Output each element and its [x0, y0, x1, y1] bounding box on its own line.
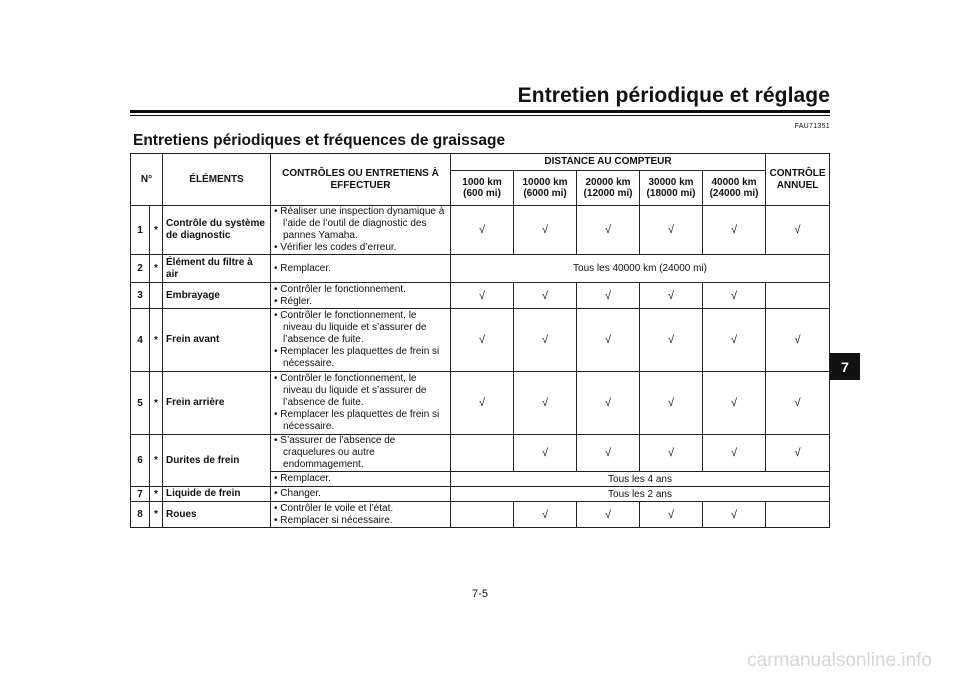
row-number: 6	[131, 435, 150, 487]
interval-text: Tous les 40000 km (24000 mi)	[451, 255, 830, 283]
action-item	[274, 435, 447, 471]
action-item	[274, 488, 447, 500]
bullet-icon: •	[274, 242, 281, 253]
table-row	[131, 487, 830, 502]
check-mark-icon: √	[667, 447, 675, 459]
actions-cell	[271, 487, 451, 502]
check-mark-cell	[766, 206, 830, 255]
interval-text: Tous les 4 ans	[451, 472, 830, 487]
distance-km: 40000 km	[711, 176, 757, 188]
check-mark-cell	[640, 372, 703, 435]
row-item: Frein avant	[163, 309, 271, 372]
check-mark-cell	[451, 309, 514, 372]
actions-cell	[271, 255, 451, 283]
check-mark-icon: √	[541, 289, 549, 302]
check-mark-cell	[451, 435, 514, 472]
header-rule-thick	[130, 110, 830, 113]
bullet-icon: •	[274, 502, 281, 514]
check-mark-icon: √	[794, 224, 801, 236]
check-mark-cell	[703, 283, 766, 309]
action-text: Contrôler le fonctionnement, le niveau du liquide et s’assurer de l’absence de fuite.	[280, 310, 427, 345]
check-mark-icon: √	[794, 447, 801, 459]
check-mark-cell	[451, 283, 514, 309]
action-text: Remplacer les plaquettes de frein si nécessaire.	[280, 409, 440, 432]
bullet-icon: •	[274, 435, 281, 446]
col-header-odometer: DISTANCE AU COMPTEUR	[451, 154, 766, 171]
check-mark-cell	[640, 283, 703, 309]
row-number: 1	[131, 206, 150, 255]
col-header-distance	[514, 171, 577, 206]
col-header-items: ÉLÉMENTS	[163, 154, 271, 206]
bullet-icon: •	[274, 488, 281, 499]
actions-cell	[271, 435, 451, 472]
action-text: Vérifier les codes d’erreur.	[280, 242, 397, 253]
action-text: Remplacer si nécessaire.	[280, 514, 393, 526]
check-mark-cell	[451, 502, 514, 528]
page-number: 7-5	[472, 588, 488, 600]
check-mark-cell	[514, 502, 577, 528]
check-mark-cell	[514, 435, 577, 472]
check-mark-icon: √	[478, 224, 486, 236]
row-star: *	[150, 502, 163, 528]
check-mark-cell	[640, 502, 703, 528]
check-mark-icon: √	[604, 397, 612, 409]
check-mark-icon: √	[478, 289, 486, 302]
check-mark-cell	[577, 372, 640, 435]
check-mark-icon: √	[541, 334, 549, 346]
check-mark-cell	[766, 372, 830, 435]
row-number: 3	[131, 283, 150, 309]
check-mark-icon: √	[541, 397, 549, 409]
check-mark-icon: √	[731, 447, 738, 459]
distance-mi: (6000 mi)	[523, 188, 567, 199]
action-text: Changer.	[280, 488, 321, 499]
table-row	[131, 502, 830, 528]
col-header-annual: CONTRÔLE ANNUEL	[766, 154, 830, 206]
table-row	[131, 255, 830, 283]
check-mark-cell	[703, 435, 766, 472]
check-mark-cell	[451, 372, 514, 435]
actions-cell	[271, 372, 451, 435]
check-mark-cell	[640, 206, 703, 255]
row-star: *	[150, 372, 163, 435]
action-text: Remplacer.	[280, 262, 331, 274]
bullet-icon: •	[274, 409, 281, 420]
page-header-title: Entretien périodique et réglage	[517, 84, 830, 107]
watermark: carmanualsonline.info	[747, 650, 932, 671]
table-row	[131, 206, 830, 255]
check-mark-icon: √	[731, 224, 738, 236]
action-text: Régler.	[280, 295, 312, 307]
action-item	[274, 310, 447, 346]
actions-cell	[271, 502, 451, 528]
col-header-no: N°	[131, 154, 163, 206]
check-mark-icon: √	[604, 334, 612, 346]
row-item: Roues	[163, 502, 271, 528]
action-item	[274, 373, 447, 409]
row-star: *	[150, 435, 163, 487]
action-text: Contrôler le voile et l’état.	[280, 502, 394, 514]
row-item: Élément du filtre à air	[163, 255, 271, 283]
row-number: 7	[131, 487, 150, 502]
actions-cell	[271, 309, 451, 372]
actions-cell	[271, 206, 451, 255]
check-mark-icon: √	[794, 334, 801, 346]
check-mark-cell	[766, 309, 830, 372]
action-item	[274, 206, 447, 242]
check-mark-icon: √	[541, 447, 549, 459]
action-text: Remplacer les plaquettes de frein si nécessaire.	[280, 346, 440, 369]
bullet-icon: •	[274, 295, 281, 307]
row-item: Contrôle du système de diagnostic	[163, 206, 271, 255]
action-item	[274, 263, 447, 275]
check-mark-cell	[514, 283, 577, 309]
interval-text: Tous les 2 ans	[451, 487, 830, 502]
row-item: Durites de frein	[163, 435, 271, 487]
check-mark-cell	[640, 309, 703, 372]
check-mark-icon: √	[478, 334, 486, 346]
action-item	[274, 409, 447, 433]
check-mark-cell	[514, 372, 577, 435]
bullet-icon: •	[274, 346, 281, 357]
row-item: Frein arrière	[163, 372, 271, 435]
check-mark-cell	[766, 435, 830, 472]
action-text: Remplacer.	[280, 473, 331, 484]
row-star: *	[150, 206, 163, 255]
check-mark-icon: √	[731, 397, 738, 409]
row-number: 5	[131, 372, 150, 435]
col-header-distance	[451, 171, 514, 206]
action-item	[274, 242, 447, 254]
check-mark-cell	[766, 283, 830, 309]
bullet-icon: •	[274, 373, 281, 384]
maintenance-table-body	[131, 206, 830, 528]
distance-mi: (24000 mi)	[709, 188, 759, 199]
col-header-checks: CONTRÔLES OU ENTRETIENS À EFFECTUER	[271, 154, 451, 206]
bullet-icon: •	[274, 262, 281, 274]
row-star: *	[150, 255, 163, 283]
action-item	[274, 515, 447, 527]
check-mark-cell	[640, 435, 703, 472]
action-text: Contrôler le fonctionnement, le niveau du liquide et s’assurer de l’absence de fuite.	[280, 373, 427, 408]
bullet-icon: •	[274, 310, 281, 321]
check-mark-cell	[703, 309, 766, 372]
check-mark-cell	[577, 502, 640, 528]
col-header-distance	[640, 171, 703, 206]
action-item	[274, 503, 447, 515]
distance-km: 1000 km	[462, 176, 502, 188]
action-item	[274, 473, 447, 485]
action-item	[274, 346, 447, 370]
distance-mi: (18000 mi)	[646, 188, 696, 199]
check-mark-icon: √	[731, 334, 738, 346]
distance-km: 20000 km	[585, 176, 631, 188]
row-item: Embrayage	[163, 283, 271, 309]
check-mark-icon: √	[604, 447, 612, 459]
check-mark-cell	[703, 372, 766, 435]
reference-code: FAU71351	[794, 123, 830, 130]
check-mark-cell	[703, 206, 766, 255]
check-mark-icon: √	[667, 508, 675, 521]
check-mark-cell	[703, 502, 766, 528]
bullet-icon: •	[274, 206, 281, 217]
distance-km: 10000 km	[522, 176, 568, 188]
col-header-distance	[703, 171, 766, 206]
check-mark-icon: √	[667, 397, 675, 409]
row-number: 4	[131, 309, 150, 372]
row-item: Liquide de frein	[163, 487, 271, 502]
actions-cell	[271, 283, 451, 309]
actions-cell	[271, 472, 451, 487]
check-mark-icon: √	[541, 224, 549, 236]
check-mark-cell	[766, 502, 830, 528]
maintenance-table	[130, 153, 830, 528]
action-item	[274, 296, 447, 308]
check-mark-cell	[514, 309, 577, 372]
action-text: Contrôler le fonctionnement.	[280, 283, 406, 295]
check-mark-cell	[577, 206, 640, 255]
table-row	[131, 309, 830, 372]
check-mark-cell	[451, 206, 514, 255]
table-row	[131, 372, 830, 435]
bullet-icon: •	[274, 473, 281, 484]
chapter-tab: 7	[830, 353, 860, 380]
check-mark-icon: √	[478, 397, 486, 409]
distance-mi: (600 mi)	[463, 188, 501, 199]
check-mark-icon: √	[667, 334, 675, 346]
distance-mi: (12000 mi)	[583, 188, 633, 199]
check-mark-cell	[577, 309, 640, 372]
table-row	[131, 283, 830, 309]
row-number: 8	[131, 502, 150, 528]
header-rule-thin	[130, 115, 830, 116]
bullet-icon: •	[274, 514, 281, 526]
check-mark-icon: √	[604, 508, 612, 521]
row-star: *	[150, 309, 163, 372]
col-header-distance	[577, 171, 640, 206]
check-mark-cell	[577, 435, 640, 472]
distance-km: 30000 km	[648, 176, 694, 188]
check-mark-cell	[577, 283, 640, 309]
row-number: 2	[131, 255, 150, 283]
table-row	[131, 435, 830, 472]
check-mark-icon: √	[541, 508, 549, 521]
check-mark-icon: √	[604, 289, 612, 302]
row-star: *	[150, 487, 163, 502]
check-mark-icon: √	[794, 397, 801, 409]
bullet-icon: •	[274, 283, 281, 295]
check-mark-icon: √	[667, 224, 675, 236]
check-mark-icon: √	[731, 289, 738, 302]
section-title: Entretiens périodiques et fréquences de graissage	[133, 132, 506, 149]
action-text: Réaliser une inspection dynamique à l’aide de l’outil de diagnostic des pannes Yamaha.	[280, 206, 445, 241]
check-mark-cell	[514, 206, 577, 255]
row-star	[150, 283, 163, 309]
action-text: S’assurer de l’absence de craquelures ou autre endommagement.	[280, 435, 396, 470]
check-mark-icon: √	[604, 224, 612, 236]
check-mark-icon: √	[731, 508, 738, 521]
action-item	[274, 284, 447, 296]
check-mark-icon: √	[667, 289, 675, 302]
